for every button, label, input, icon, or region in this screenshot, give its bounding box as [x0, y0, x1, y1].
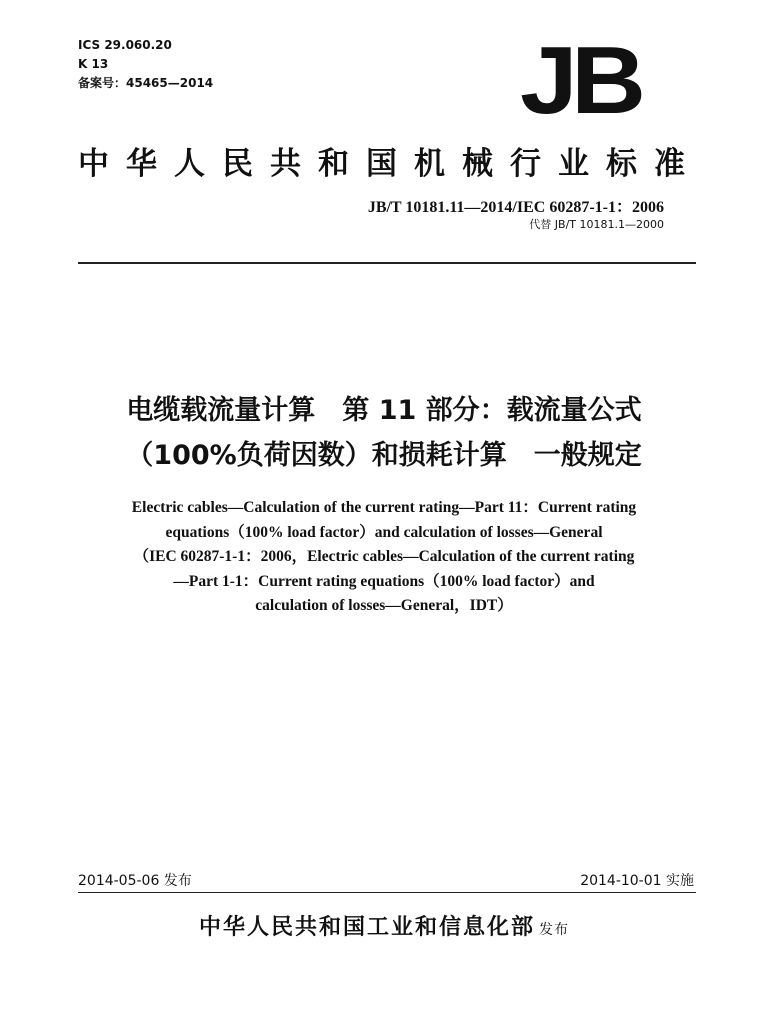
classification-block — [78, 36, 213, 93]
top-divider — [78, 262, 696, 264]
standard-number: JB/T 10181.11—2014/IEC 60287-1-1：2006 — [367, 199, 664, 216]
title-cn-line: 电缆载流量计算 第 11 部分：载流量公式 — [126, 395, 642, 426]
title-en-line: Electric cables—Calculation of the current rating—Part 11：Current rating — [131, 499, 637, 516]
ics-code: ICS 29.060.20 — [78, 38, 172, 52]
bottom-divider — [78, 892, 696, 893]
title-en-line: （IEC 60287-1-1：2006，Electric cables—Calculation of the current rating — [133, 548, 635, 565]
issue-date: 2014-05-06 发布 — [78, 873, 192, 889]
jb-logo: JB — [520, 27, 640, 134]
publisher — [0, 910, 768, 941]
title-en-line: calculation of losses—General，IDT） — [255, 597, 513, 614]
publisher-name: 中华人民共和国工业和信息化部 — [198, 915, 535, 940]
replaces-note: 代替 JB/T 10181.1—2000 — [529, 218, 664, 231]
org-title: 中华人民共和国机械行业标准 — [78, 146, 702, 182]
title-cn-line: （100%负荷因数）和损耗计算 一般规定 — [126, 440, 642, 471]
k-code: K 13 — [78, 57, 109, 71]
effective-date: 2014-10-01 实施 — [580, 873, 694, 889]
title-en-line: —Part 1-1：Current rating equations（100% load factor）and — [173, 572, 595, 590]
filing-number: 备案号：45465—2014 — [78, 76, 214, 90]
publisher-suffix: 发布 — [539, 922, 569, 938]
title-en-line: equations（100% load factor）and calculation of losses—General — [165, 523, 603, 541]
title-english — [0, 496, 768, 619]
title-chinese — [0, 388, 768, 478]
